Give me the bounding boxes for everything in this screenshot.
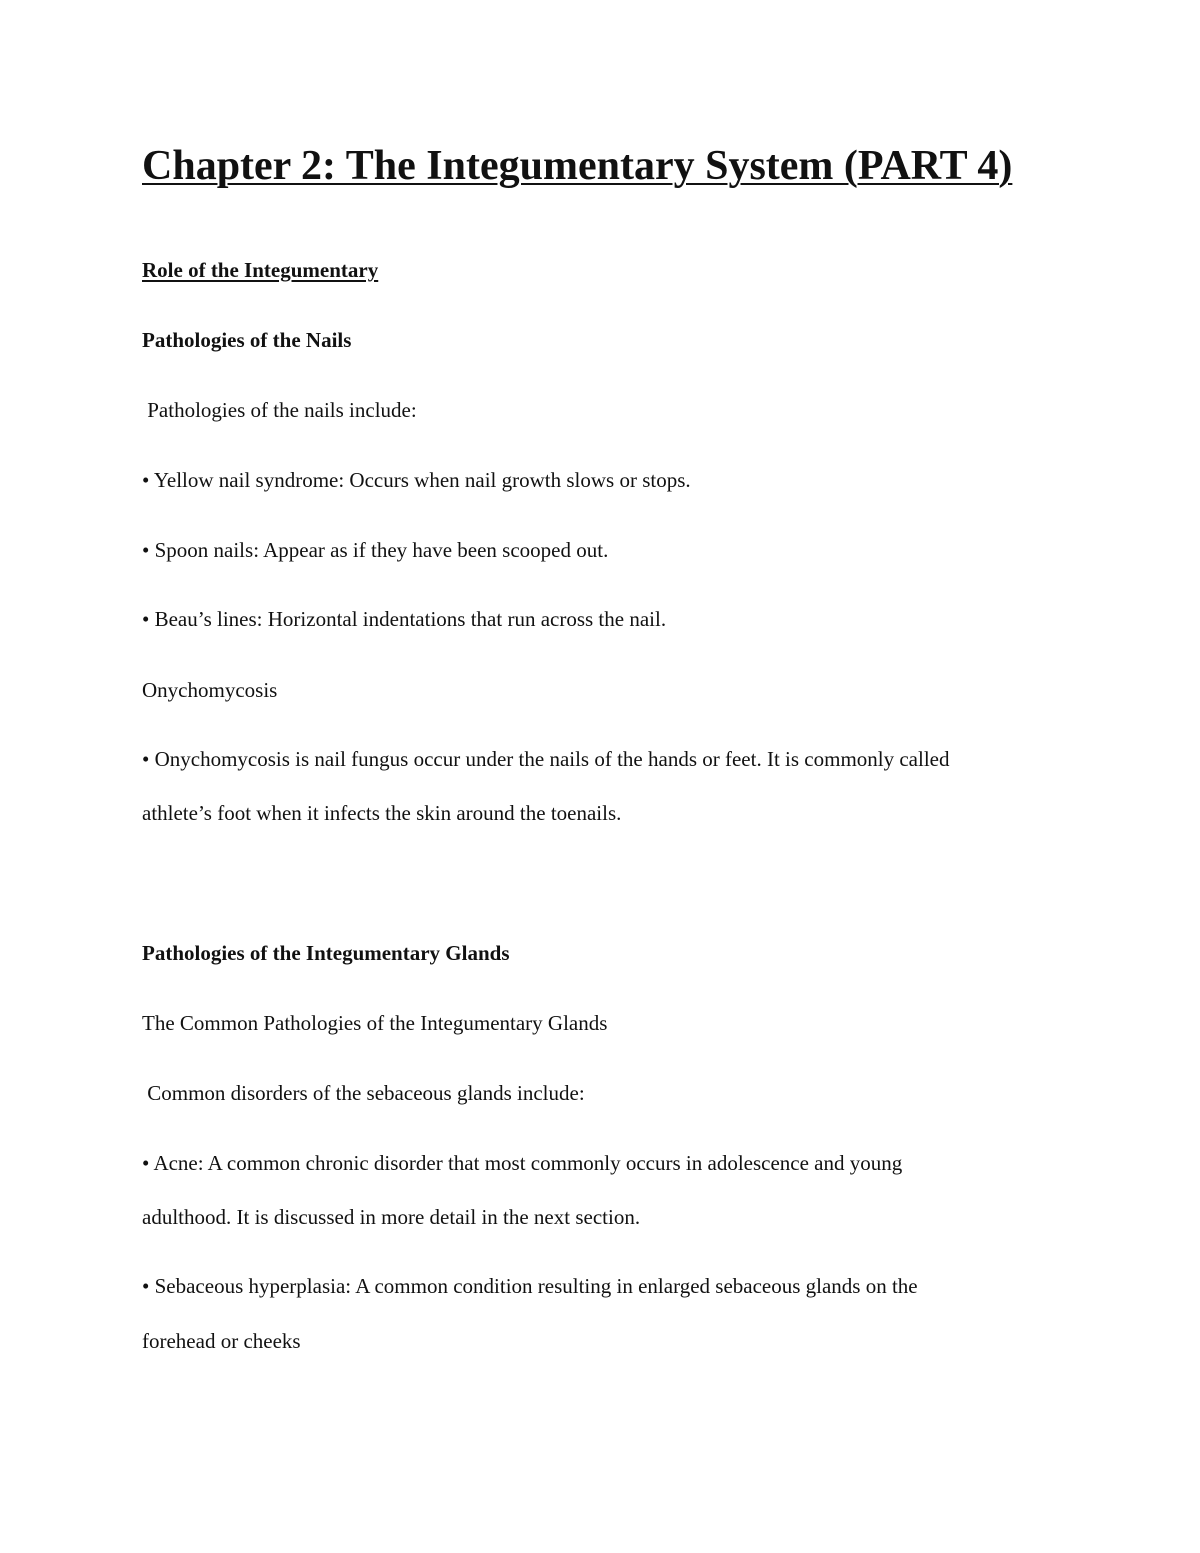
onychomycosis-line-2: athlete’s foot when it infects the skin around the toenails. — [142, 801, 622, 825]
acne-line-1: • Acne: A common chronic disorder that most commonly occurs in adolescence and young — [142, 1151, 903, 1175]
section-heading: Role of the Integumentary — [142, 258, 379, 282]
nails-heading: Pathologies of the Nails — [142, 328, 352, 352]
nails-bullet-beaus: • Beau’s lines: Horizontal indentations that run across the nail. — [142, 607, 667, 631]
glands-intro: Common disorders of the sebaceous glands include: — [142, 1081, 585, 1105]
nails-bullet-yellow: • Yellow nail syndrome: Occurs when nail growth slows or stops. — [142, 468, 691, 492]
glands-subheading: The Common Pathologies of the Integumentary Glands — [142, 1011, 608, 1035]
onychomycosis-heading: Onychomycosis — [142, 678, 278, 702]
glands-heading: Pathologies of the Integumentary Glands — [142, 941, 510, 965]
nails-intro: Pathologies of the nails include: — [142, 398, 417, 422]
onychomycosis-line-1: • Onychomycosis is nail fungus occur under the nails of the hands or feet. It is commonly called — [142, 747, 950, 771]
hyperplasia-line-1: • Sebaceous hyperplasia: A common condition resulting in enlarged sebaceous glands on the — [142, 1274, 918, 1298]
page-title: Chapter 2: The Integumentary System (PART 4) — [142, 143, 1013, 189]
hyperplasia-line-2: forehead or cheeks — [142, 1329, 301, 1353]
acne-line-2: adulthood. It is discussed in more detail in the next section. — [142, 1205, 641, 1229]
nails-bullet-spoon: • Spoon nails: Appear as if they have been scooped out. — [142, 538, 609, 562]
